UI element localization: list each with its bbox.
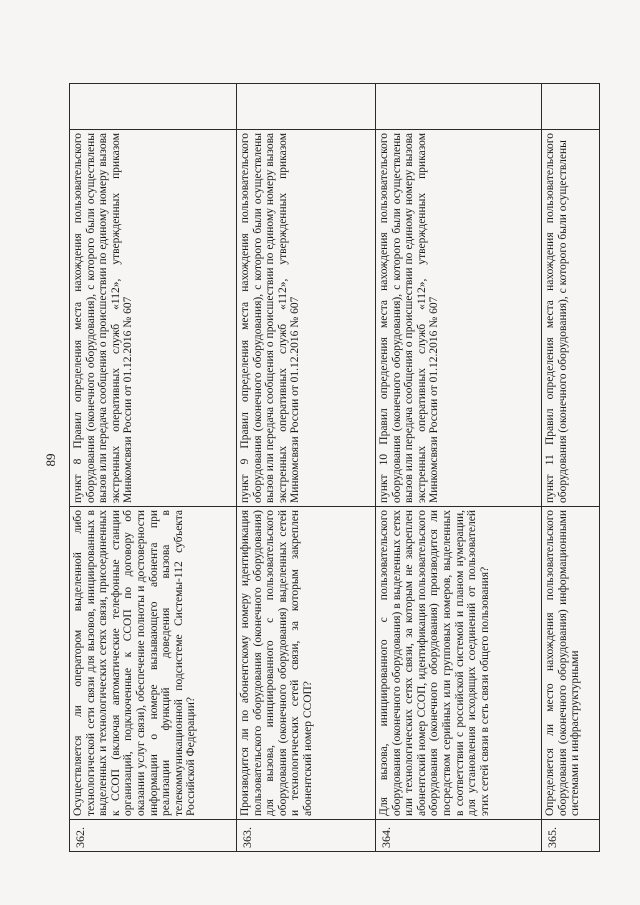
question-cell xyxy=(376,507,541,819)
row-number: 364. xyxy=(379,827,393,848)
requirement-text: пункт 11 Правил определения места нахождения пользовательского оборудования (оконечного оборудования), с которого были осуществлены xyxy=(544,133,569,503)
question-text: Определяется ли место нахождения пользовательского оборудования (оконечного оборудования) информационными системами и инфраструктурными xyxy=(544,510,582,816)
question-text: Осуществляется ли оператором выделенной либо технологической сети связи для вызовов, инициированных в выделенных и технологических сетях связи, присоединенных к ССОП (включая автоматические телефонные станции организаций, подключенные к ССОП по договору об оказании услуг связи), обеспечение полноты и достоверности информации о номере вызывающего абонента при реализации функций доведения вызова в телекоммуникационной подсистеме Системы-112 субъекта Российской Федерации? xyxy=(72,510,198,816)
table-row xyxy=(70,820,236,851)
question-cell xyxy=(542,507,599,819)
requirement-cell xyxy=(542,130,599,506)
table-row xyxy=(376,820,541,851)
question-cell xyxy=(70,507,236,819)
row-number: 363. xyxy=(240,827,254,848)
question-cell xyxy=(237,507,375,819)
table-border-bottom xyxy=(69,851,600,852)
requirement-cell xyxy=(237,130,375,506)
requirement-cell xyxy=(70,130,236,506)
page-number: 89 xyxy=(43,453,58,467)
requirement-text: пункт 9 Правил определения места нахождения пользовательского оборудования (оконечного оборудования), с которого были осуществлены вызов или передача сообщения о происшествии по единому номеру вызова экстренных оперативных служб «112», утвержденных приказом Минкомсвязи России от 01.12.2016 № 607 xyxy=(239,133,302,503)
requirement-cell xyxy=(376,130,541,506)
table-border-right xyxy=(599,83,600,852)
requirement-text: пункт 8 Правил определения места нахождения пользовательского оборудования (оконечного оборудования), с которого были осуществлены вызов или передача сообщения о происшествии по единому номеру вызова экстренных оперативных служб «112», утвержденных приказом Минкомсвязи России от 01.12.2016 № 607 xyxy=(72,133,135,503)
row-number: 362. xyxy=(73,827,87,848)
question-text: Для вызова, инициированного с пользовательского оборудования (оконечного оборудования) в выделенных сетях или технологических сетях связи, за которым не закреплен абонентский номер ССОП, идентификация пользовательского оборудования (оконечного оборудования) производится ли посредством серийных или групповых номеров, выделенных в соответствии с российской системой и планом нумерации, для установления исходящих соединений от пользователей этих сетей связи в сеть связи общего пользования? xyxy=(378,510,491,816)
requirement-text: пункт 10 Правил определения места нахождения пользовательского оборудования (оконечного оборудования), с которого были осуществлены вызов или передача сообщения о происшествии по единому номеру вызова экстренных оперативных служб «112», утвержденных приказом Минкомсвязи России от 01.12.2016 № 607 xyxy=(378,133,441,503)
table-row xyxy=(237,820,375,851)
question-text: Производится ли по абонентскому номеру идентификация пользовательского оборудования (оконечного оборудования) для вызова, инициированного с пользовательского оборудования (оконечного оборудования) выделенных сетей и технологических сетей связи, за которым закреплен абонентский номер ССОП? xyxy=(239,510,314,816)
table-border-top xyxy=(69,83,600,84)
table-row xyxy=(542,820,599,851)
row-number: 365. xyxy=(545,827,559,848)
